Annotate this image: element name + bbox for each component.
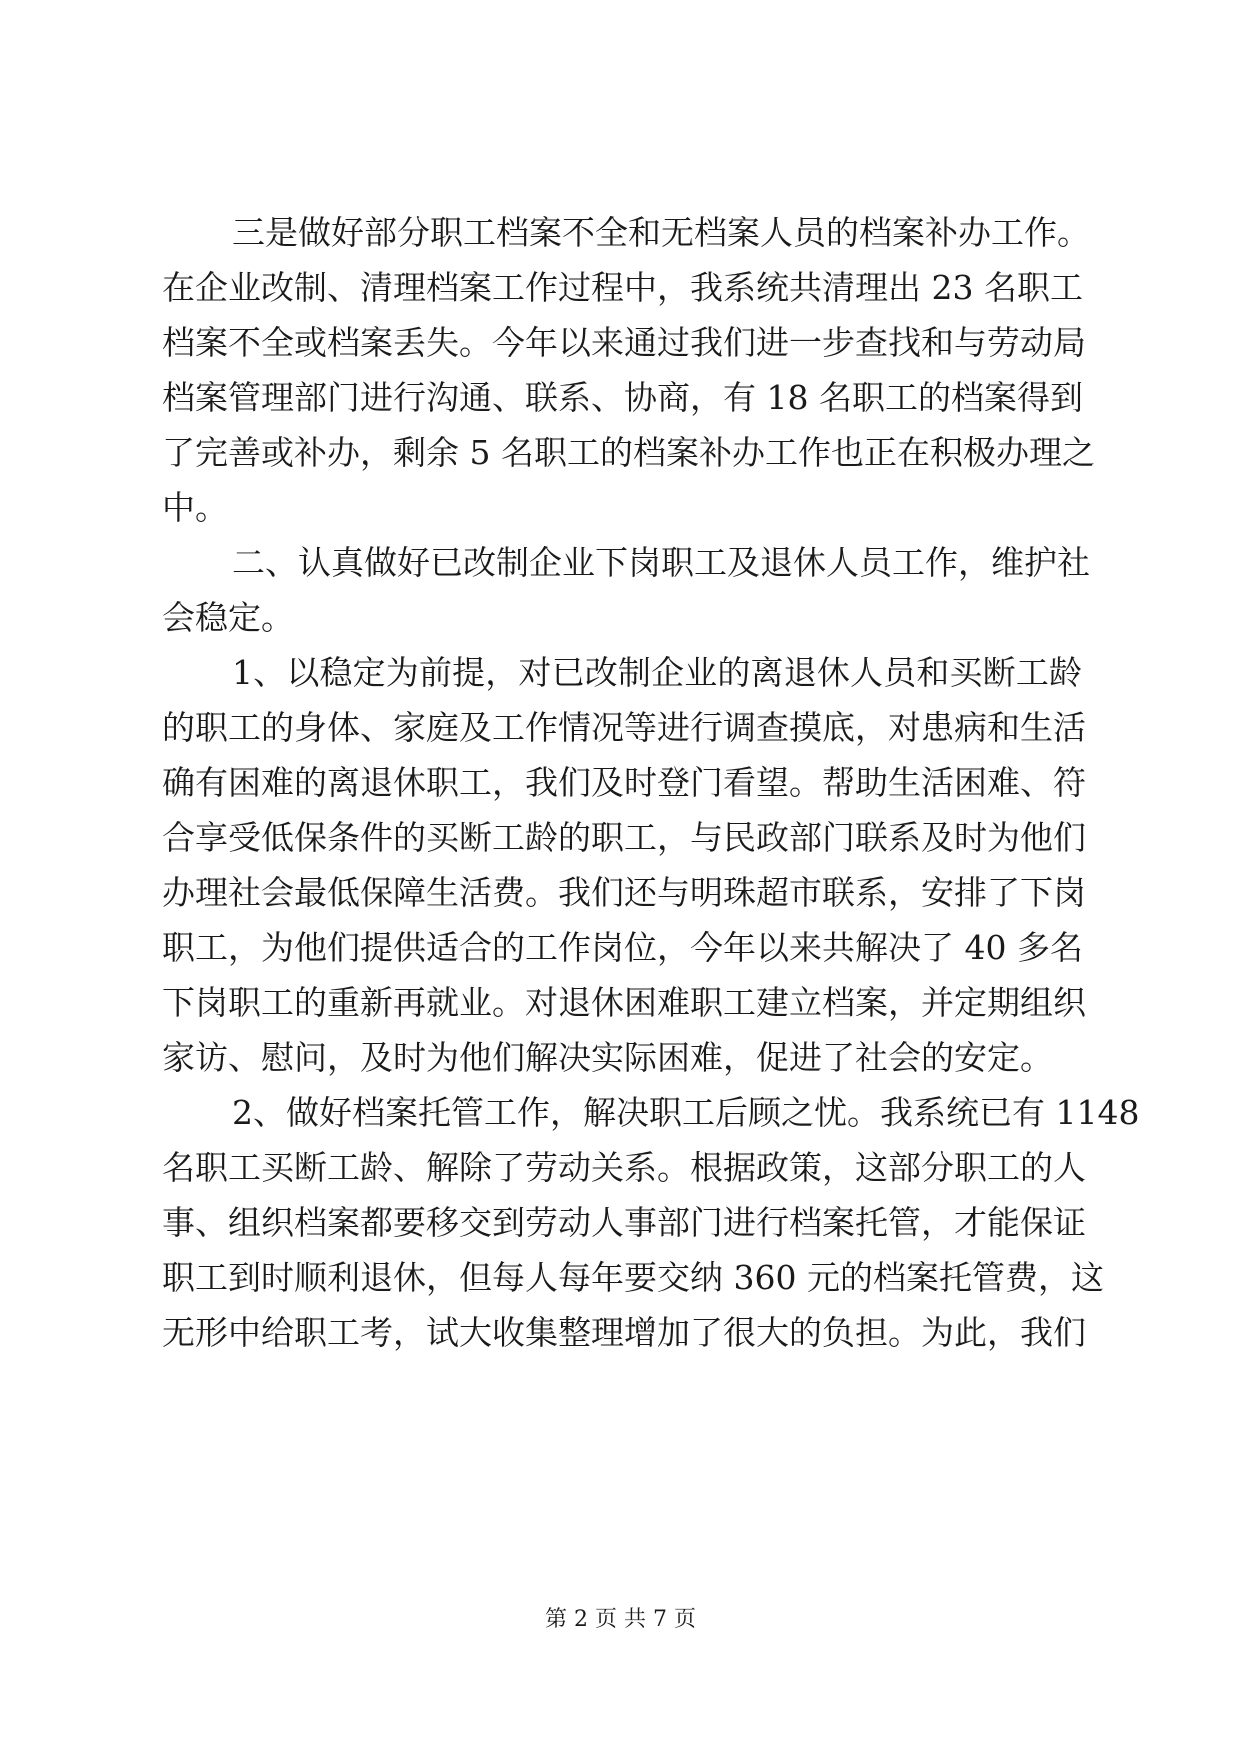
paragraph-1-line-1: 三是做好部分职工档案不全和无档案人员的档案补办工作。 [232,213,1090,252]
paragraph-1-line-6: 中。 [162,488,228,527]
page-number-footer: 第 2 页 共 7 页 [545,1607,696,1632]
paragraph-3-line-7: 下岗职工的重新再就业。对退休困难职工建立档案，并定期组织 [162,983,1086,1022]
paragraph-4-line-4: 职工到时顺利退休，但每人每年要交纳 360 元的档案托管费，这 [162,1258,1104,1297]
paragraph-4-line-2: 名职工买断工龄、解除了劳动关系。根据政策，这部分职工的人 [162,1148,1086,1187]
paragraph-3-line-1: 1、以稳定为前提，对已改制企业的离退休人员和买断工龄 [232,653,1082,692]
paragraph-4-line-5: 无形中给职工考，试大收集整理增加了很大的负担。为此，我们 [162,1313,1086,1352]
paragraph-3-line-4: 合享受低保条件的买断工龄的职工，与民政部门联系及时为他们 [162,818,1086,857]
paragraph-1-line-4: 档案管理部门进行沟通、联系、协商，有 18 名职工的档案得到 [162,378,1083,417]
paragraph-2-line-2: 会稳定。 [162,598,294,637]
paragraph-3-line-8: 家访、慰问，及时为他们解决实际困难，促进了社会的安定。 [162,1038,1053,1077]
paragraph-4-line-3: 事、组织档案都要移交到劳动人事部门进行档案托管，才能保证 [162,1203,1086,1242]
paragraph-2-line-1: 二、认真做好已改制企业下岗职工及退休人员工作，维护社 [232,543,1090,582]
paragraph-1-line-5: 了完善或补办，剩余 5 名职工的档案补办工作也正在积极办理之 [162,433,1095,472]
paragraph-4-line-1: 2、做好档案托管工作，解决职工后顾之忧。我系统已有 1148 [232,1093,1140,1132]
paragraph-3-line-6: 职工，为他们提供适合的工作岗位，今年以来共解决了 40 多名 [162,928,1083,967]
paragraph-3-line-5: 办理社会最低保障生活费。我们还与明珠超市联系，安排了下岗 [162,873,1086,912]
paragraph-3-line-3: 确有困难的离退休职工，我们及时登门看望。帮助生活困难、符 [162,763,1086,802]
paragraph-3-line-2: 的职工的身体、家庭及工作情况等进行调查摸底，对患病和生活 [162,708,1086,747]
paragraph-1-line-3: 档案不全或档案丢失。今年以来通过我们进一步查找和与劳动局 [162,323,1086,362]
paragraph-1-line-2: 在企业改制、清理档案工作过程中，我系统共清理出 23 名职工 [162,268,1083,307]
